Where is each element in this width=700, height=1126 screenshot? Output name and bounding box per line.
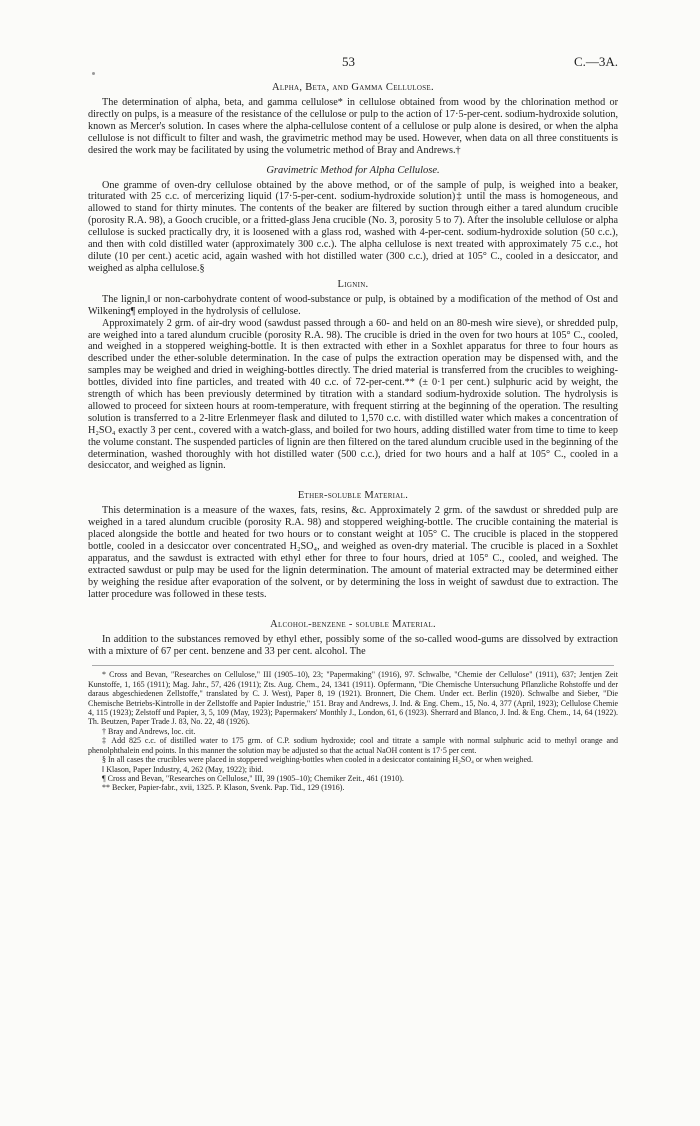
paragraph: This determination is a measure of the waxes, fats, resins, &c. Approximately 2 grm. of the sawdust or shredded pulp are weighed in a tared alundum crucible (porosity R.A. 98) and stoppered weighing-bottle. The crucible containing the material is placed alongside the bottle and heated for two hours or to constant weight at 105° C. The crucible is placed in the stoppered bottle, cooled in a desiccator over concentrated H₂SO₄, and weighed as oven-dry material. The crucible is placed in a Soxhlet apparatus, and the sawdust is extracted with ethyl ether for three to four hours, dried at 105° C., cooled, and weighed. The extracted sawdust or pulp may be used for the lignin determination. The amount of material extracted may be determined either by weighing the residue after evaporation of the solvent, or by determining the loss in weight of sawdust due to extraction. The latter procedure was followed in these tests. xyxy=(88,505,618,600)
footnote: † Bray and Andrews, loc. cit. xyxy=(102,726,196,736)
margin-dot xyxy=(92,72,95,75)
footnotes xyxy=(88,670,618,792)
section-gravimetric xyxy=(88,165,618,275)
section-heading: Ether-soluble Material. xyxy=(297,490,409,502)
paragraph: In addition to the substances removed by ethyl ether, possibly some of the so-called wood-gums are dissolved by extraction with a mixture of 67 per cent. benzene and 33 per cent. alcohol. The xyxy=(88,633,618,657)
section-ether-soluble xyxy=(88,490,618,600)
section-alcohol-benzene xyxy=(88,619,618,658)
paragraph: The lignin,‖ or non-carbohydrate content of wood-substance or pulp, is obtained by a modification of the method of Ost and Wilkening¶ employed in the hydrolysis of cellulose. xyxy=(88,293,618,317)
footnote: ‡ Add 825 c.c. of distilled water to 175 grm. of C.P. sodium hydroxide; cool and titrate a sample with normal sulphuric acid to methyl orange and phenolphthalein end points. In this manner the solution may be adjusted so that the actual NaOH content is 17·5 per cent. xyxy=(88,736,618,755)
footnote: ** Becker, Papier-fabr., xvii, 1325. P. Klason, Svenk. Pap. Tid., 129 (1916). xyxy=(102,783,345,793)
page-number: 53 xyxy=(342,54,355,69)
paragraph: One gramme of oven-dry cellulose obtained by the above method, or of the sample of pulp, is weighed into a beaker, triturated with 25 c.c. of mercerizing liquid (17·5-per-cent. sodium-hydroxide solution)‡ until the mass is homogeneous, and allowed to stand for thirty minutes. The contents of the beaker are filtered by suction through either a tared alundum crucible (porosity R.A. 98), a Gooch crucible, or a fritted-glass Jena crucible (No. 3, porosity 5 to 7). After the insoluble cellulose or alpha cellulose is sucked practically dry, it is loosened with a glass rod, washed with 4-per-cent. sodium-hydroxide solution (50 c.c.), and then with cold distilled water (approximately 300 c.c.). The alpha cellulose is next treated with approximately 75 c.c., hot dilute (10 per cent.) acetic acid, again washed with hot distilled water (300 c.c.), dried at 105° C., cooled in a desiccator, and weighed as alpha cellulose.§ xyxy=(88,179,618,274)
paragraph: Approximately 2 grm. of air-dry wood (sawdust passed through a 60- and held on an 80-mesh wire sieve), or shredded pulp, are weighed into a tared alundum crucible (porosity R.A. 98). The crucible is dried in the oven for two hours at 105° C., cooled, and weighed in a stoppered weighing-bottle. It is then extracted with ether in a Soxhlet apparatus for three to four hours as described under the ether-soluble determination. In the case of pulps the extraction operation may be dispensed with, and the samples may be weighed and dried in weighing-bottles directly. The dried material is transferred from the crucibles to weighing-bottles, divided into fine particles, and treated with 40 c.c. of 72-per-cent.** (± 0·1 per cent.) sulphuric acid by weight, the strength of which has been previously determined by titration with a standard sodium-hydroxide solution. The hydrolysis is allowed to proceed for sixteen hours at room-temperature, with frequent stirring at the beginning of the operation. The resulting solution is transferred to a 2-litre Erlenmeyer flask and diluted to 1,570 c.c. with distilled water which makes a concentration of H₂SO₄ exactly 3 per cent., covered with a watch-glass, and boiled for two hours, adding distilled water from time to time to keep the volume constant. The suspended particles of lignin are then filtered on the tared alundum crucible used in the beginning of the determination, washed thoroughly with hot distilled water (500 c.c.), dried for two hours and a half at 105° C., cooled in a desiccator, and weighed as lignin. xyxy=(88,317,618,472)
section-lignin xyxy=(88,279,618,473)
subsection-heading: Gravimetric Method for Alpha Cellulose. xyxy=(266,164,440,176)
footnote: ‖ Klason, Paper Industry, 4, 262 (May, 1922); ibid. xyxy=(102,764,264,774)
footnote: § In all cases the crucibles were placed in stoppered weighing-bottles when cooled in a desiccator containing H₂SO₄ or when weighed. xyxy=(102,755,533,765)
footnote-divider xyxy=(92,665,614,666)
document-reference: C.—3A. xyxy=(573,54,618,69)
section-heading: Lignin. xyxy=(337,278,369,290)
section-heading: Alpha, Beta, and Gamma Cellulose. xyxy=(272,82,434,93)
paragraph: The determination of alpha, beta, and gamma cellulose* in cellulose obtained from wood by the chlorination method or directly on pulps, is a measure of the resistance of the cellulose or pulp to the action of 17·5-per-cent. sodium-hydroxide solution, known as Mercer's solution. In cases where the alpha-cellulose content of a cellulose or pulp alone is desired, or when the alpha cellulose is not difficult to filter and wash, the gravimetric method may be used. However, when data on all three constituents is desired the work may be facilitated by using the volumetric method of Bray and Andrews.† xyxy=(88,97,618,156)
section-heading: Alcohol-benzene - soluble Material. xyxy=(270,618,436,630)
page-header xyxy=(88,54,618,72)
footnote: ¶ Cross and Bevan, "Researches on Cellulose," III, 39 (1905–10); Chemiker Zeit., 461 (1910). xyxy=(102,773,404,783)
footnote: * Cross and Bevan, "Researches on Cellulose," III (1905–10), 23; "Papermaking" (1916), 97. Schwalbe, "Chemie der Cellulose" (1911), 637; Jentjen Zeit Kunstoffe, 1, 165 (1911); Mag. Jahr., 57, 426 (1911); Zts. Aug. Chem., 24, 1341 (1911). Opfermann, "Die Chemische Untersuchung Pflanzliche Rohstoffe und der daraus abgeschiedenen Zellstoffe," translated by C. J. West), Paper 8, 19 (1921). Bronnert, Die Chem. Under ect. Berlin (1920). Schwalbe and Sieber, "Die Chemische Betriebs-Kintrolle in der Zellstoffe and Papier Industrie," 151. Bray and Andrews, J. Ind. & Eng. Chem., 15, No. 4, 377 (April, 1923); Cellulose Chemie 4, 115 (1923); Zelstoff und Papier, 3, 5, 109 (May, 1923); Papermakers' Monthly J., London, 61, 6 (1923). Sherrard and Blanco, J. Ind. & Eng. Chem., 14, 64 (1922). Th. Beutzen, Paper Trade J. 83, No. 22, 48 (1926). xyxy=(88,670,618,727)
section-alpha-beta-gamma xyxy=(88,82,618,157)
